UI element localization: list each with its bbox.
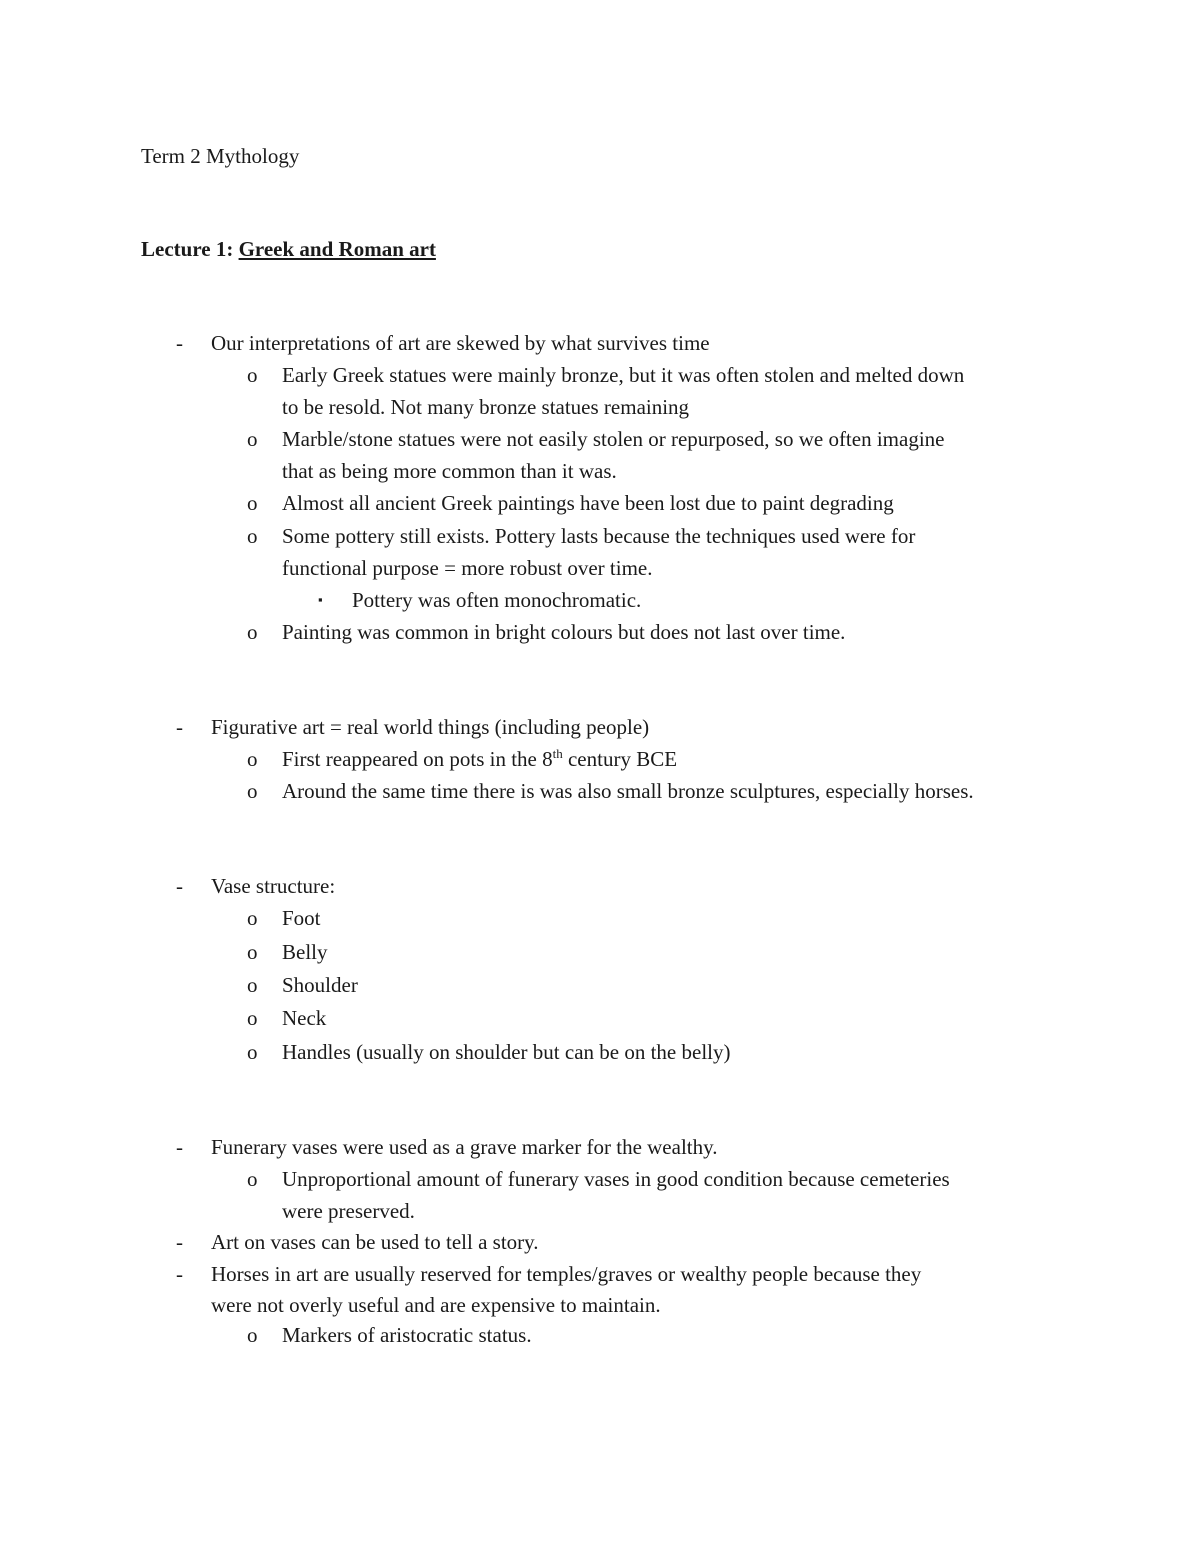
circle-bullet-marker: o — [247, 973, 258, 997]
reappeared-text: First reappeared on pots in the 8 — [282, 747, 553, 771]
dash-bullet-marker: - — [176, 331, 183, 355]
lecture-heading — [141, 236, 436, 262]
bullet-funerary-vases: Funerary vases were used as a grave marker for the wealthy. — [211, 1135, 718, 1159]
sub-bullet-cemeteries-line1: Unproportional amount of funerary vases in good condition because cemeteries — [282, 1167, 950, 1191]
bullet-interpretations: Our interpretations of art are skewed by what survives time — [211, 331, 710, 355]
dash-bullet-marker: - — [176, 1262, 183, 1286]
ordinal-superscript: th — [552, 746, 563, 761]
circle-bullet-marker: o — [247, 1167, 258, 1191]
square-bullet-marker: ▪ — [318, 592, 323, 607]
dash-bullet-marker: - — [176, 715, 183, 739]
circle-bullet-marker: o — [247, 427, 258, 451]
vase-part-item: Belly — [282, 940, 328, 964]
lecture-topic: Greek and Roman art — [238, 237, 436, 261]
circle-bullet-marker: o — [247, 1006, 258, 1030]
bullet-horses-line1: Horses in art are usually reserved for temples/graves or wealthy people because they — [211, 1262, 922, 1286]
sub-bullet-bright-colours: Painting was common in bright colours but does not last over time. — [282, 620, 846, 644]
dash-bullet-marker: - — [176, 874, 183, 898]
dash-bullet-marker: - — [176, 1230, 183, 1254]
vase-part-item: Handles (usually on shoulder but can be on the belly) — [282, 1040, 731, 1064]
sub-sub-bullet-monochromatic: Pottery was often monochromatic. — [352, 588, 642, 612]
circle-bullet-marker: o — [247, 1040, 258, 1064]
vase-part-item: Neck — [282, 1006, 327, 1030]
sub-bullet-bronze-line2: to be resold. Not many bronze statues remaining — [282, 395, 690, 419]
sub-bullet-pottery-line1: Some pottery still exists. Pottery lasts because the techniques used were for — [282, 524, 916, 548]
sub-bullet-marble-line1: Marble/stone statues were not easily stolen or repurposed, so we often imagine — [282, 427, 945, 451]
circle-bullet-marker: o — [247, 747, 258, 771]
circle-bullet-marker: o — [247, 906, 258, 930]
vase-part-item: Shoulder — [282, 973, 358, 997]
sub-bullet-reappeared — [282, 746, 677, 772]
document-title: Term 2 Mythology — [141, 144, 300, 168]
bullet-figurative-art: Figurative art = real world things (including people) — [211, 715, 650, 739]
sub-bullet-aristocratic: Markers of aristocratic status. — [282, 1323, 532, 1347]
sub-bullet-marble-line2: that as being more common than it was. — [282, 459, 617, 483]
sub-bullet-bronze-sculptures: Around the same time there is was also small bronze sculptures, especially horses. — [282, 779, 974, 803]
circle-bullet-marker: o — [247, 940, 258, 964]
sub-bullet-cemeteries-line2: were preserved. — [282, 1199, 415, 1223]
circle-bullet-marker: o — [247, 491, 258, 515]
bullet-vase-structure: Vase structure: — [211, 874, 336, 898]
circle-bullet-marker: o — [247, 620, 258, 644]
sub-bullet-pottery-line2: functional purpose = more robust over time. — [282, 556, 653, 580]
lecture-label: Lecture 1: — [141, 237, 234, 261]
century-text: century BCE — [562, 747, 678, 771]
sub-bullet-paintings: Almost all ancient Greek paintings have been lost due to paint degrading — [282, 491, 894, 515]
vase-part-item: Foot — [282, 906, 321, 930]
bullet-vase-story: Art on vases can be used to tell a story. — [211, 1230, 539, 1254]
bullet-horses-line2: were not overly useful and are expensive to maintain. — [211, 1293, 661, 1317]
dash-bullet-marker: - — [176, 1135, 183, 1159]
circle-bullet-marker: o — [247, 363, 258, 387]
circle-bullet-marker: o — [247, 524, 258, 548]
circle-bullet-marker: o — [247, 1323, 258, 1347]
sub-bullet-bronze-line1: Early Greek statues were mainly bronze, but it was often stolen and melted down — [282, 363, 965, 387]
circle-bullet-marker: o — [247, 779, 258, 803]
